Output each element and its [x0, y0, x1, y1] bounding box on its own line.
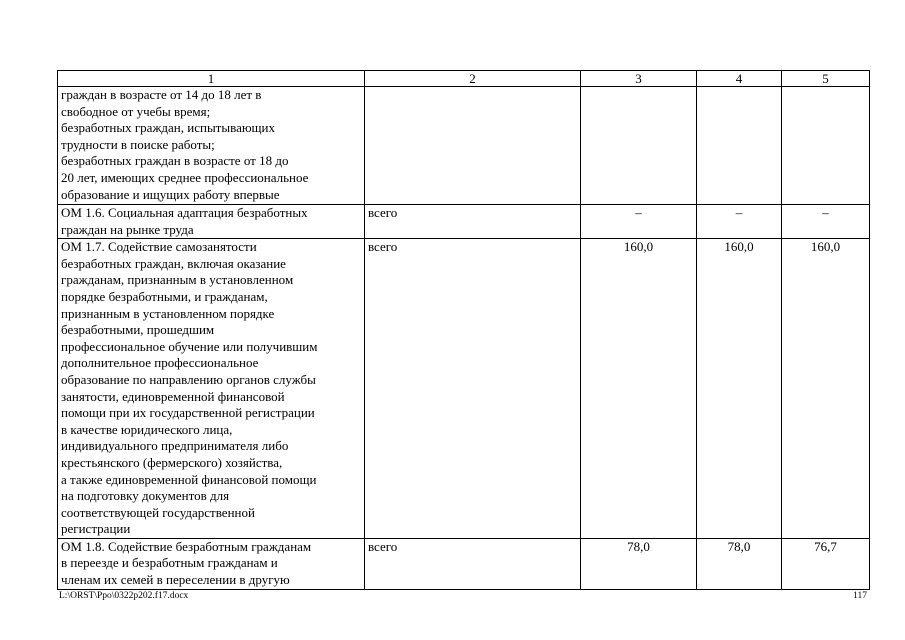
- table-row: [58, 239, 870, 539]
- row-source: всего: [365, 538, 581, 589]
- row-value-1: –: [581, 205, 697, 239]
- footer-page-number: 117: [853, 591, 867, 601]
- row-value-3: 76,7: [782, 538, 870, 589]
- column-header-1: 1: [58, 71, 365, 87]
- row-description: граждан в возрасте от 14 до 18 лет в свободное от учебы время; безработных граждан, испытывающих трудности в поиске работы; безработных граждан в возрасте от 18 до 20 лет, имеющих среднее профессиональное образование и ищущих работу впервые: [58, 87, 365, 205]
- row-value-1: 78,0: [581, 538, 697, 589]
- row-value-1: 160,0: [581, 239, 697, 539]
- row-value-1: [581, 87, 697, 205]
- row-value-2: 160,0: [697, 239, 782, 539]
- row-source: всего: [365, 205, 581, 239]
- row-source: [365, 87, 581, 205]
- budget-table: [57, 70, 870, 590]
- row-source: всего: [365, 239, 581, 539]
- column-header-5: 5: [782, 71, 870, 87]
- column-header-4: 4: [697, 71, 782, 87]
- row-value-3: 160,0: [782, 239, 870, 539]
- row-value-3: –: [782, 205, 870, 239]
- table-row: [58, 538, 870, 589]
- table-row: [58, 205, 870, 239]
- row-description: ОМ 1.8. Содействие безработным гражданам в переезде и безработным гражданам и членам их семей в переселении в другую: [58, 538, 365, 589]
- row-value-2: –: [697, 205, 782, 239]
- row-value-2: 78,0: [697, 538, 782, 589]
- row-value-2: [697, 87, 782, 205]
- table-row: [58, 87, 870, 205]
- row-value-3: [782, 87, 870, 205]
- column-header-3: 3: [581, 71, 697, 87]
- row-description: ОМ 1.7. Содействие самозанятости безработных граждан, включая оказание гражданам, признанным в установленном порядке безработными, и гражданам, признанным в установленном порядке безработными, прошедшим профессиональное обучение или получившим дополнительное профессиональное образование по направлению органов службы занятости, единовременной финансовой помощи при их государственной регистрации в качестве юридического лица, индивидуального предпринимателя либо крестьянского (фермерского) хозяйства, а также единовременной финансовой помощи на подготовку документов для соответствующей государственной регистрации: [58, 239, 365, 539]
- header-row: [58, 71, 870, 87]
- footer-file-path: L:\ORST\Ppo\0322p202.f17.docx: [59, 591, 189, 601]
- column-header-2: 2: [365, 71, 581, 87]
- row-description: ОМ 1.6. Социальная адаптация безработных граждан на рынке труда: [58, 205, 365, 239]
